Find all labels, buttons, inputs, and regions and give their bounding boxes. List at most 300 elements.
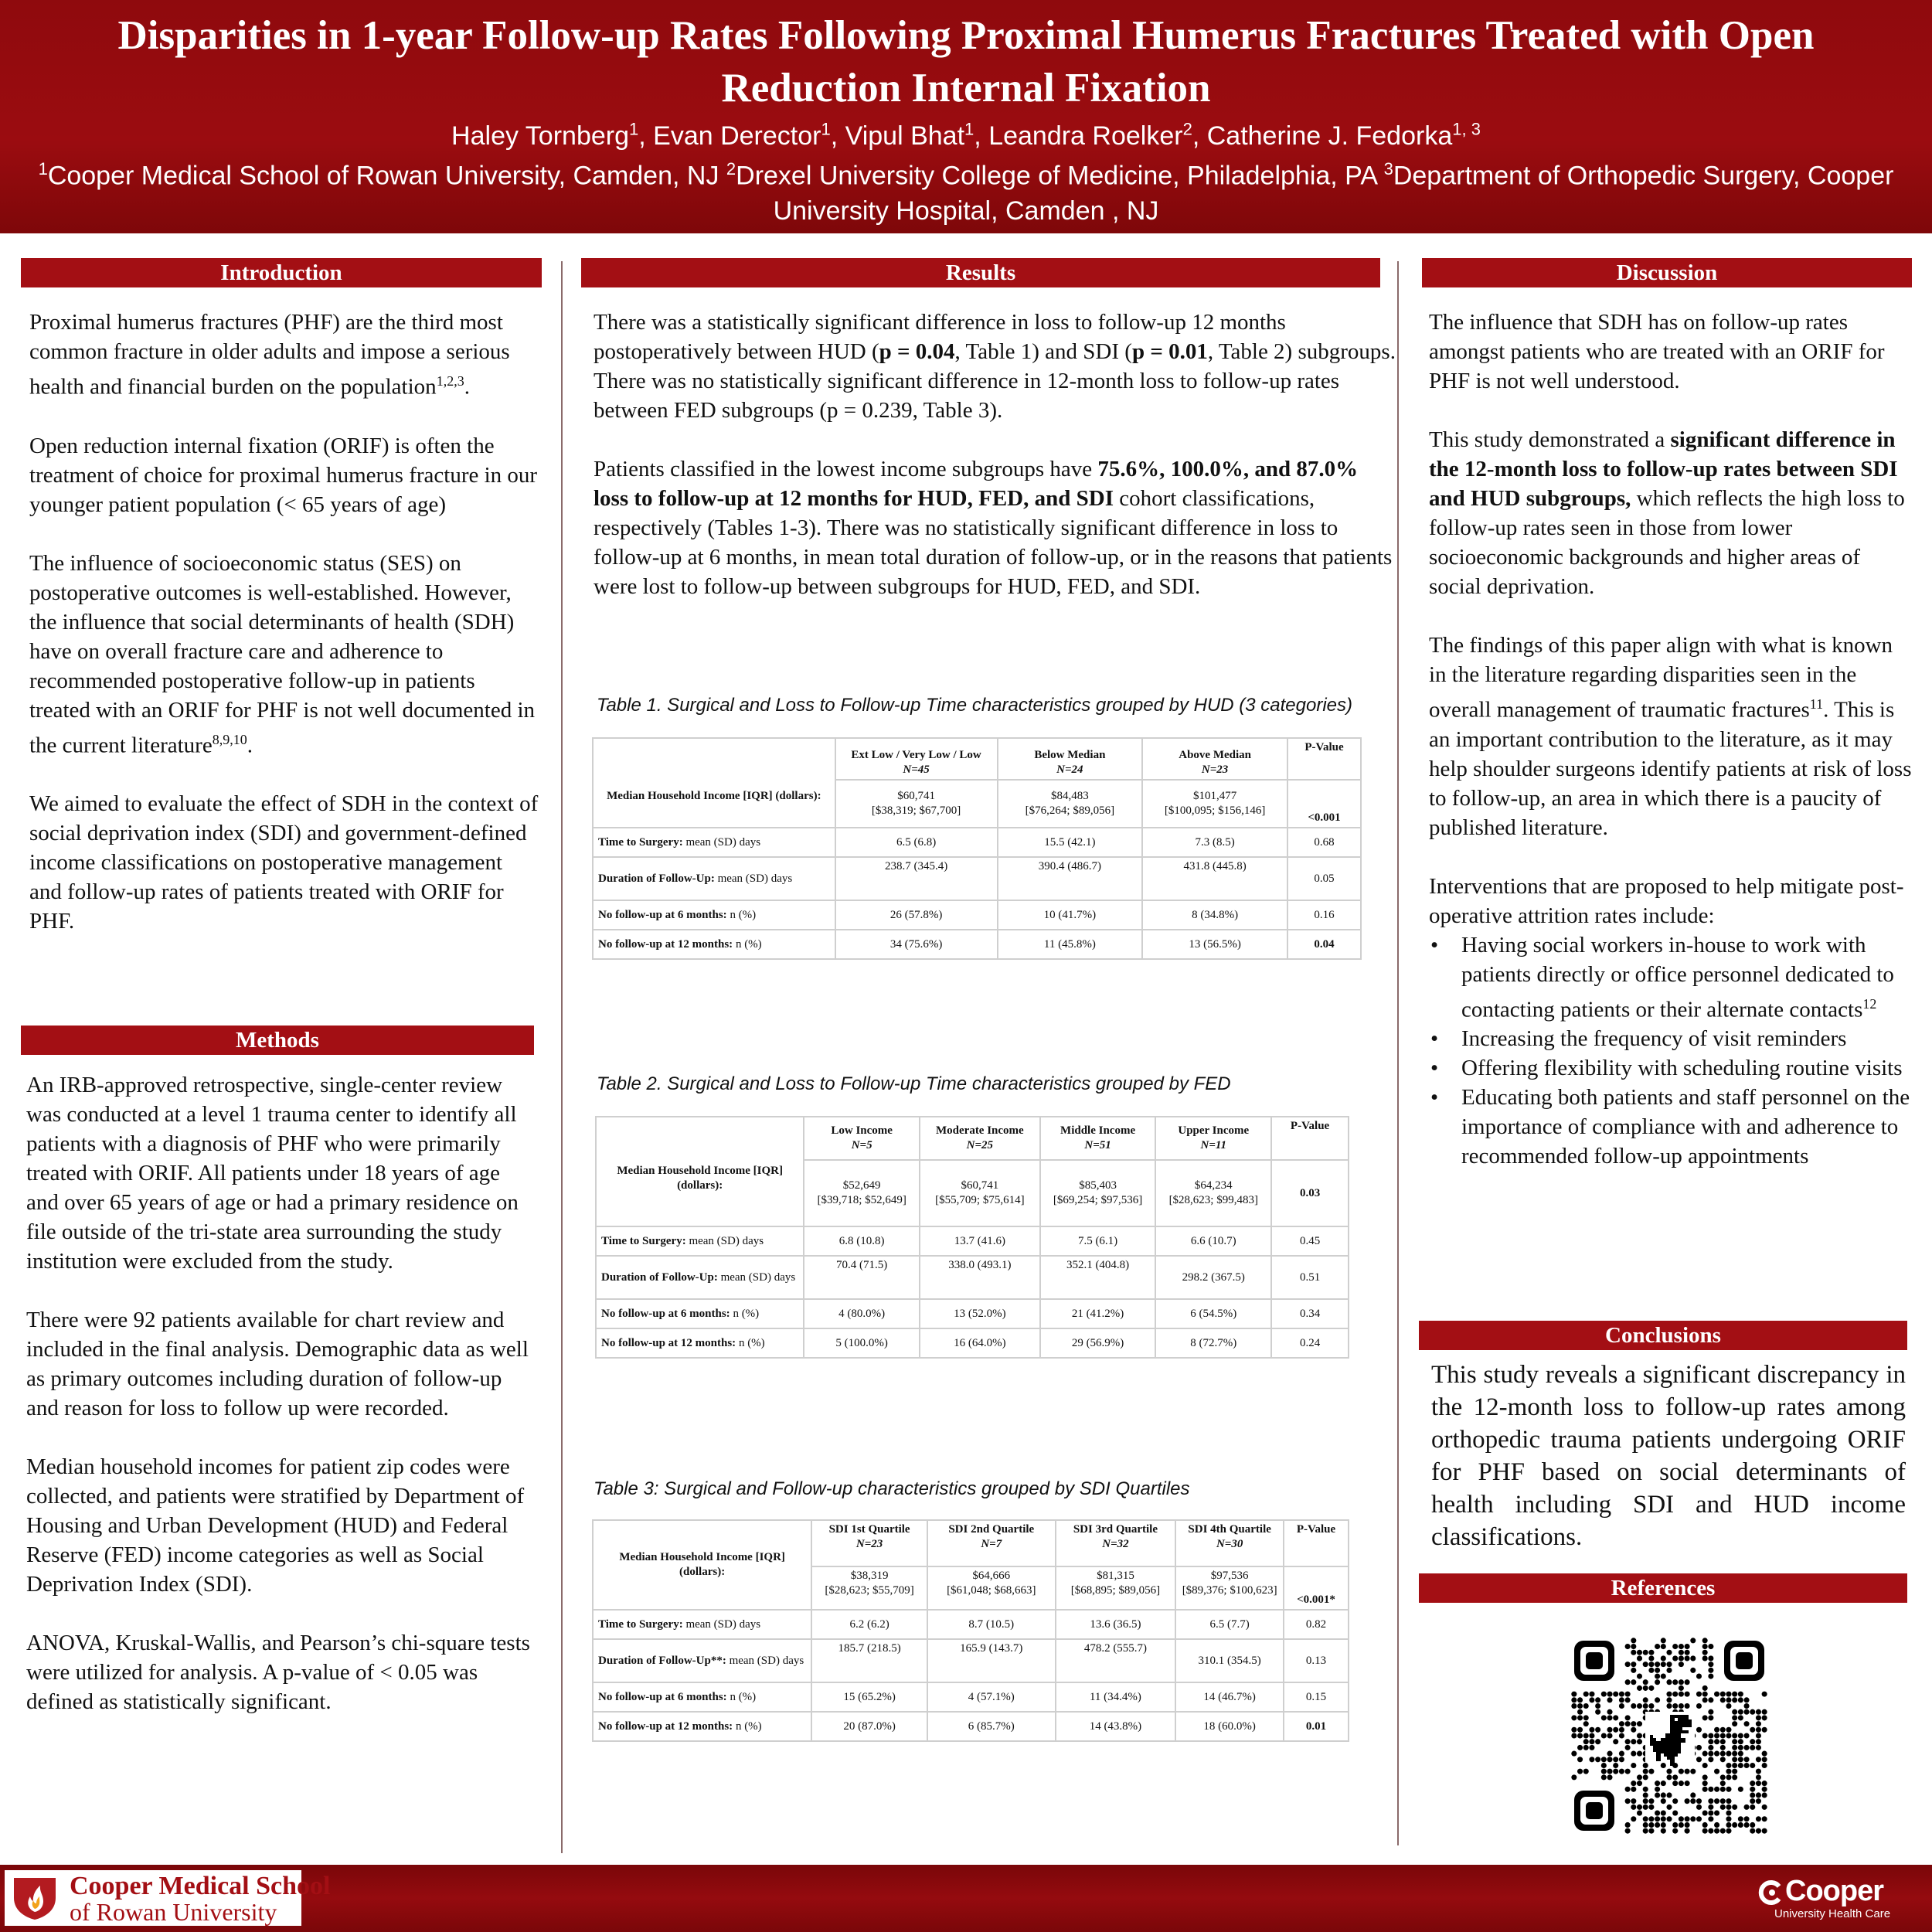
qr-module xyxy=(1577,1769,1583,1774)
qr-module xyxy=(1631,1650,1636,1655)
table-cell: 29 (56.9%) xyxy=(1040,1328,1156,1358)
qr-module xyxy=(1738,1787,1743,1792)
qr-module xyxy=(1720,1692,1726,1697)
table-cell: 0.24 xyxy=(1271,1328,1349,1358)
qr-module xyxy=(1661,1828,1666,1834)
qr-module xyxy=(1655,1787,1660,1792)
qr-module xyxy=(1679,1692,1684,1697)
qr-module xyxy=(1571,1692,1577,1697)
table-cell: 390.4 (486.7) xyxy=(998,857,1143,900)
qr-module xyxy=(1577,1697,1583,1702)
qr-module xyxy=(1589,1745,1594,1750)
qr-module xyxy=(1619,1721,1624,1726)
qr-module xyxy=(1631,1668,1636,1673)
qr-module xyxy=(1666,1662,1672,1667)
qr-module xyxy=(1732,1715,1737,1720)
list-item: • Offering flexibility with scheduling routine visits xyxy=(1429,1053,1913,1083)
qr-module xyxy=(1708,1655,1713,1661)
qr-module xyxy=(1714,1751,1719,1757)
qr-module xyxy=(1750,1787,1755,1792)
qr-module xyxy=(1625,1721,1631,1726)
qr-module xyxy=(1696,1816,1702,1821)
qr-module xyxy=(1756,1769,1761,1774)
qr-module xyxy=(1720,1787,1726,1792)
table-cell: 0.13 xyxy=(1284,1639,1349,1682)
conclusions-heading: Conclusions xyxy=(1419,1321,1907,1350)
qr-module xyxy=(1619,1751,1624,1757)
qr-module xyxy=(1625,1787,1631,1792)
table3-col-header: SDI 2nd Quartile N=7 xyxy=(927,1520,1056,1566)
qr-module xyxy=(1589,1727,1594,1733)
qr-module xyxy=(1648,1703,1654,1709)
qr-module xyxy=(1571,1774,1577,1780)
qr-module xyxy=(1625,1697,1631,1702)
qr-code-icon[interactable] xyxy=(1571,1638,1767,1834)
qr-module xyxy=(1726,1804,1731,1810)
qr-module xyxy=(1577,1715,1583,1720)
qr-module xyxy=(1756,1792,1761,1798)
qr-module xyxy=(1702,1655,1708,1661)
qr-module xyxy=(1714,1733,1719,1738)
table-cell: 6.6 (10.7) xyxy=(1155,1226,1271,1256)
qr-module xyxy=(1744,1757,1750,1762)
qr-module xyxy=(1708,1662,1713,1667)
qr-module xyxy=(1702,1787,1708,1792)
table-cell: 0.16 xyxy=(1287,900,1361,930)
table-cell: 8.7 (10.5) xyxy=(927,1610,1056,1639)
qr-module xyxy=(1607,1774,1612,1780)
qr-module xyxy=(1732,1822,1737,1828)
qr-module xyxy=(1619,1692,1624,1697)
qr-module xyxy=(1637,1739,1642,1744)
qr-module xyxy=(1744,1822,1750,1828)
qr-module xyxy=(1738,1733,1743,1738)
qr-module xyxy=(1666,1697,1672,1702)
qr-module xyxy=(1726,1763,1731,1768)
qr-module xyxy=(1696,1727,1702,1733)
qr-module xyxy=(1732,1763,1737,1768)
qr-module xyxy=(1661,1662,1666,1667)
table-cell: $101,477 [$100,095; $156,146] xyxy=(1142,780,1287,828)
qr-module xyxy=(1583,1733,1589,1738)
table-cell: 15.5 (42.1) xyxy=(998,828,1143,857)
qr-module xyxy=(1643,1792,1648,1798)
table-cell: 431.8 (445.8) xyxy=(1142,857,1287,900)
qr-module xyxy=(1702,1751,1708,1757)
intro-paragraph: The influence of socioeconomic status (SES) on postoperative outcomes is well-established. However, the influence that social determinants of health (SDH) have on overall fracture care and adherence to recommended postoperative follow-up in patients treated with an ORIF for PHF is not well documented in the current literature$^{8,9,10}$. xyxy=(29,550,536,758)
qr-module xyxy=(1672,1774,1678,1780)
qr-module xyxy=(1708,1804,1713,1810)
qr-module xyxy=(1661,1816,1666,1821)
qr-module xyxy=(1732,1692,1737,1697)
table-cell: 7.3 (8.5) xyxy=(1142,828,1287,857)
table-cell: 6.5 (7.7) xyxy=(1175,1610,1284,1639)
qr-module xyxy=(1732,1721,1737,1726)
table-cell: 16 (64.0%) xyxy=(920,1328,1040,1358)
results-paragraph: Patients classified in the lowest income subgroups have 75.6%, 100.0%, and 87.0% loss to follow-up at 12 months for HUD, FED, and SDI cohort classifications, respectively (Tables 1-3). There was no statistically significant difference in loss to follow-up at 6 months, in mean total duration of follow-up, or in the reasons that patients were lost to follow-up between subgroups for HUD, FED, and SDI. xyxy=(594,457,1393,599)
cooper-wordmark: Cooper xyxy=(1785,1875,1883,1907)
qr-module xyxy=(1661,1811,1666,1816)
table-cell: 4 (57.1%) xyxy=(927,1682,1056,1712)
qr-module xyxy=(1601,1774,1607,1780)
table-cell: 18 (60.0%) xyxy=(1175,1712,1284,1741)
qr-module xyxy=(1744,1703,1750,1709)
cooper-medical-school-logo xyxy=(5,1870,331,1926)
table3-row xyxy=(593,1682,1349,1712)
qr-module xyxy=(1631,1816,1636,1821)
qr-module xyxy=(1637,1685,1642,1691)
table-cell: 0.03 xyxy=(1271,1160,1349,1226)
column-divider xyxy=(561,261,563,1853)
qr-module xyxy=(1613,1769,1618,1774)
qr-module xyxy=(1583,1769,1589,1774)
table-cell: 478.2 (555.7) xyxy=(1056,1639,1176,1682)
qr-module xyxy=(1625,1822,1631,1828)
qr-module xyxy=(1672,1655,1678,1661)
table-cell: 0.05 xyxy=(1287,857,1361,900)
qr-module xyxy=(1613,1715,1618,1720)
author: Catherine J. Fedorka$^{1, 3}$ xyxy=(1206,120,1481,151)
methods-paragraph: ANOVA, Kruskal-Wallis, and Pearson’s chi-square tests were utilized for analysis. A p-value of < 0.05 was defined as statistically significant. xyxy=(26,1631,530,1714)
qr-module xyxy=(1631,1679,1636,1685)
qr-module xyxy=(1666,1650,1672,1655)
qr-module xyxy=(1720,1798,1726,1804)
intro-paragraph: We aimed to evaluate the effect of SDH in the context of social deprivation index (SDI) and government-defined income classifications on postoperative management and follow-up rates of patients treated with ORIF for PHF. xyxy=(29,791,539,934)
qr-module xyxy=(1601,1757,1607,1762)
table-cell: 338.0 (493.1) xyxy=(920,1256,1040,1299)
cooper-tagline: University Health Care xyxy=(1774,1907,1891,1920)
qr-module xyxy=(1648,1822,1654,1828)
qr-module xyxy=(1738,1757,1743,1762)
qr-module xyxy=(1714,1828,1719,1834)
qr-module xyxy=(1589,1757,1594,1762)
table-cell: <0.001* xyxy=(1284,1566,1349,1610)
qr-module xyxy=(1679,1655,1684,1661)
qr-module xyxy=(1672,1703,1678,1709)
qr-module xyxy=(1750,1828,1755,1834)
qr-module xyxy=(1619,1703,1624,1709)
discussion-paragraph: The influence that SDH has on follow-up rates amongst patients who are treated with an ORIF for PHF is not well understood. xyxy=(1429,310,1885,393)
qr-module xyxy=(1714,1727,1719,1733)
table-cell: $97,536 [$89,376; $100,623] xyxy=(1175,1566,1284,1610)
discussion-paragraph: Interventions that are proposed to help mitigate post-operative attrition rates include: xyxy=(1429,873,1904,928)
qr-module xyxy=(1595,1739,1600,1744)
qr-module xyxy=(1750,1709,1755,1715)
table-cell: 6.2 (6.2) xyxy=(811,1610,927,1639)
qr-module xyxy=(1613,1763,1618,1768)
qr-module xyxy=(1685,1655,1690,1661)
qr-module xyxy=(1607,1769,1612,1774)
qr-module xyxy=(1571,1751,1577,1757)
table-cell: 5 (100.0%) xyxy=(804,1328,920,1358)
qr-module xyxy=(1726,1727,1731,1733)
table1-col-header: Above Median N=23 xyxy=(1142,738,1287,780)
qr-module xyxy=(1696,1798,1702,1804)
qr-module xyxy=(1679,1822,1684,1828)
table2-pvalue-header: P-Value xyxy=(1271,1117,1349,1160)
table2-caption: Table 2. Surgical and Loss to Follow-up Time characteristics grouped by FED xyxy=(597,1073,1231,1094)
qr-module xyxy=(1631,1721,1636,1726)
row-label: No follow-up at 6 months: n (%) xyxy=(596,1299,804,1328)
methods-body xyxy=(26,1070,536,1716)
qr-module xyxy=(1720,1751,1726,1757)
qr-module xyxy=(1756,1733,1761,1738)
row-label: No follow-up at 6 months: n (%) xyxy=(593,900,835,930)
qr-module xyxy=(1762,1816,1767,1821)
qr-module xyxy=(1625,1745,1631,1750)
qr-module xyxy=(1648,1650,1654,1655)
qr-module xyxy=(1762,1692,1767,1697)
qr-module xyxy=(1679,1679,1684,1685)
table2-col-header: Upper Income N=11 xyxy=(1155,1117,1271,1160)
qr-module xyxy=(1666,1804,1672,1810)
author: Vipul Bhat$^1$, xyxy=(845,120,989,151)
qr-module xyxy=(1637,1655,1642,1661)
qr-module xyxy=(1690,1816,1696,1821)
row-label: No follow-up at 12 months: n (%) xyxy=(593,930,835,959)
qr-module xyxy=(1643,1703,1648,1709)
qr-module xyxy=(1607,1697,1612,1702)
qr-module xyxy=(1643,1769,1648,1774)
qr-module xyxy=(1738,1816,1743,1821)
qr-module xyxy=(1714,1692,1719,1697)
qr-module xyxy=(1756,1715,1761,1720)
qr-module xyxy=(1672,1828,1678,1834)
qr-module xyxy=(1655,1792,1660,1798)
qr-module xyxy=(1750,1822,1755,1828)
qr-module xyxy=(1756,1745,1761,1750)
qr-module xyxy=(1702,1692,1708,1697)
table1-row xyxy=(593,930,1361,959)
qr-module xyxy=(1648,1804,1654,1810)
qr-module xyxy=(1619,1697,1624,1702)
table-cell: $64,666 [$61,048; $68,663] xyxy=(927,1566,1056,1610)
qr-module xyxy=(1679,1816,1684,1821)
qr-module xyxy=(1685,1679,1690,1685)
discussion-paragraph: The findings of this paper align with what is known in the literature regarding disparities seen in the overall management of traumatic fractures$^{11}$. This is an important contribution to the literature, as it may help shoulder surgeons identify patients at risk of loss to follow-up, an area in which there is a paucity of published literature. xyxy=(1429,633,1912,840)
qr-module xyxy=(1732,1733,1737,1738)
qr-module xyxy=(1708,1811,1713,1816)
qr-module xyxy=(1601,1692,1607,1697)
qr-module xyxy=(1744,1763,1750,1768)
qr-module xyxy=(1672,1822,1678,1828)
qr-module xyxy=(1750,1781,1755,1786)
qr-module xyxy=(1648,1769,1654,1774)
qr-module xyxy=(1661,1792,1666,1798)
qr-module xyxy=(1756,1727,1761,1733)
row-label: Duration of Follow-Up: mean (SD) days xyxy=(593,857,835,900)
qr-module xyxy=(1577,1733,1583,1738)
qr-module xyxy=(1690,1792,1696,1798)
table3-caption: Table 3: Surgical and Follow-up characteristics grouped by SDI Quartiles xyxy=(594,1478,1190,1499)
table2-income-label: Median Household Income [IQR] (dollars): xyxy=(596,1117,804,1226)
qr-module xyxy=(1589,1739,1594,1744)
qr-module xyxy=(1732,1774,1737,1780)
qr-module xyxy=(1726,1811,1731,1816)
table2 xyxy=(595,1116,1349,1359)
qr-module xyxy=(1756,1798,1761,1804)
qr-module xyxy=(1631,1739,1636,1744)
qr-module xyxy=(1696,1673,1702,1679)
qr-module xyxy=(1720,1697,1726,1702)
qr-module xyxy=(1631,1703,1636,1709)
column-divider xyxy=(1397,261,1399,1845)
intro-paragraph: Open reduction internal fixation (ORIF) is often the treatment of choice for proximal humerus fracture in our younger patient population (< 65 years of age) xyxy=(29,433,538,517)
table3-row xyxy=(593,1712,1349,1741)
table-cell: 185.7 (218.5) xyxy=(811,1639,927,1682)
qr-module xyxy=(1702,1697,1708,1702)
qr-module xyxy=(1583,1745,1589,1750)
qr-module xyxy=(1750,1763,1755,1768)
qr-module xyxy=(1690,1769,1696,1774)
qr-module xyxy=(1762,1751,1767,1757)
qr-module xyxy=(1666,1816,1672,1821)
qr-module xyxy=(1619,1733,1624,1738)
table-cell: 8 (34.8%) xyxy=(1142,900,1287,930)
qr-module xyxy=(1679,1781,1684,1786)
qr-finder-top-right xyxy=(1724,1641,1764,1681)
qr-module xyxy=(1726,1697,1731,1702)
qr-module xyxy=(1607,1727,1612,1733)
table-cell: 6 (54.5%) xyxy=(1155,1299,1271,1328)
table3-col-header: SDI 1st Quartile N=23 xyxy=(811,1520,927,1566)
results-body xyxy=(594,308,1396,601)
table2-row xyxy=(596,1328,1349,1358)
qr-module xyxy=(1726,1798,1731,1804)
table-cell: 0.34 xyxy=(1271,1299,1349,1328)
qr-module xyxy=(1702,1763,1708,1768)
row-label: Time to Surgery: mean (SD) days xyxy=(593,828,835,857)
qr-module xyxy=(1666,1769,1672,1774)
qr-module xyxy=(1613,1757,1618,1762)
author: Haley Tornberg$^1$, xyxy=(451,120,654,151)
qr-module xyxy=(1619,1757,1624,1762)
qr-module xyxy=(1666,1668,1672,1673)
qr-module xyxy=(1607,1709,1612,1715)
row-label: Time to Surgery: mean (SD) days xyxy=(596,1226,804,1256)
qr-module xyxy=(1720,1828,1726,1834)
table-cell: 70.4 (71.5) xyxy=(804,1256,920,1299)
row-label: Duration of Follow-Up**: mean (SD) days xyxy=(593,1639,811,1682)
qr-module xyxy=(1702,1774,1708,1780)
discussion-heading: Discussion xyxy=(1422,258,1912,287)
row-label: Duration of Follow-Up: mean (SD) days xyxy=(596,1256,804,1299)
qr-module xyxy=(1750,1745,1755,1750)
table2-col-header: Low Income N=5 xyxy=(804,1117,920,1160)
qr-module xyxy=(1661,1638,1666,1643)
qr-module xyxy=(1738,1709,1743,1715)
qr-module xyxy=(1726,1787,1731,1792)
qr-module xyxy=(1720,1781,1726,1786)
qr-module xyxy=(1577,1727,1583,1733)
qr-module xyxy=(1708,1816,1713,1821)
qr-module xyxy=(1708,1668,1713,1673)
qr-module xyxy=(1583,1715,1589,1720)
qr-module xyxy=(1750,1739,1755,1744)
table1 xyxy=(592,737,1362,960)
qr-module xyxy=(1720,1745,1726,1750)
qr-module xyxy=(1750,1727,1755,1733)
qr-module xyxy=(1637,1811,1642,1816)
qr-module xyxy=(1637,1751,1642,1757)
qr-module xyxy=(1762,1709,1767,1715)
qr-module xyxy=(1655,1816,1660,1821)
qr-module xyxy=(1655,1662,1660,1667)
table-cell: 26 (57.8%) xyxy=(835,900,998,930)
qr-module xyxy=(1756,1781,1761,1786)
qr-module xyxy=(1744,1697,1750,1702)
table2-row xyxy=(596,1256,1349,1299)
table1-income-label: Median Household Income [IQR] (dollars): xyxy=(593,738,835,828)
table-cell: 0.01 xyxy=(1284,1712,1349,1741)
qr-module xyxy=(1637,1733,1642,1738)
table-cell: $84,483 [$76,264; $89,056] xyxy=(998,780,1143,828)
qr-module xyxy=(1643,1697,1648,1702)
qr-module xyxy=(1583,1692,1589,1697)
qr-module xyxy=(1595,1727,1600,1733)
qr-module xyxy=(1708,1798,1713,1804)
table1-row xyxy=(593,857,1361,900)
qr-module xyxy=(1685,1828,1690,1834)
table-cell: 7.5 (6.1) xyxy=(1040,1226,1156,1256)
qr-module xyxy=(1726,1751,1731,1757)
qr-module xyxy=(1726,1692,1731,1697)
table-cell: 0.51 xyxy=(1271,1256,1349,1299)
qr-module xyxy=(1625,1679,1631,1685)
qr-module xyxy=(1732,1804,1737,1810)
intro-paragraph: Proximal humerus fractures (PHF) are the third most common fracture in older adults and impose a serious health and financial burden on the population$^{1,2,3}$. xyxy=(29,310,510,400)
flame-shield-icon xyxy=(11,1875,59,1921)
qr-module xyxy=(1607,1751,1612,1757)
qr-module xyxy=(1661,1822,1666,1828)
table-cell: 11 (45.8%) xyxy=(998,930,1143,959)
qr-module xyxy=(1655,1781,1660,1786)
qr-module xyxy=(1702,1822,1708,1828)
table3-income-label: Median Household Income [IQR] (dollars): xyxy=(593,1520,811,1610)
qr-module xyxy=(1648,1668,1654,1673)
qr-module xyxy=(1661,1644,1666,1649)
qr-finder-bottom-left xyxy=(1574,1791,1614,1831)
qr-module xyxy=(1708,1644,1713,1649)
table3-header-row xyxy=(593,1520,1349,1566)
qr-module xyxy=(1583,1739,1589,1744)
table-cell: 352.1 (404.8) xyxy=(1040,1256,1156,1299)
author: Evan Derector$^1$, xyxy=(653,120,845,151)
qr-module xyxy=(1666,1679,1672,1685)
qr-module xyxy=(1714,1787,1719,1792)
qr-module xyxy=(1756,1828,1761,1834)
qr-module xyxy=(1714,1769,1719,1774)
qr-module xyxy=(1583,1703,1589,1709)
qr-module xyxy=(1762,1727,1767,1733)
qr-module xyxy=(1732,1757,1737,1762)
qr-module xyxy=(1714,1739,1719,1744)
qr-module xyxy=(1720,1757,1726,1762)
qr-module xyxy=(1702,1781,1708,1786)
qr-module xyxy=(1690,1655,1696,1661)
qr-module xyxy=(1601,1769,1607,1774)
qr-module xyxy=(1643,1822,1648,1828)
qr-module xyxy=(1637,1650,1642,1655)
qr-module xyxy=(1595,1703,1600,1709)
qr-module xyxy=(1631,1727,1636,1733)
qr-module xyxy=(1672,1644,1678,1649)
table-cell: 14 (46.7%) xyxy=(1175,1682,1284,1712)
qr-finder-top-left xyxy=(1574,1641,1614,1681)
qr-module xyxy=(1577,1757,1583,1762)
introduction-heading: Introduction xyxy=(21,258,542,287)
qr-module xyxy=(1601,1733,1607,1738)
